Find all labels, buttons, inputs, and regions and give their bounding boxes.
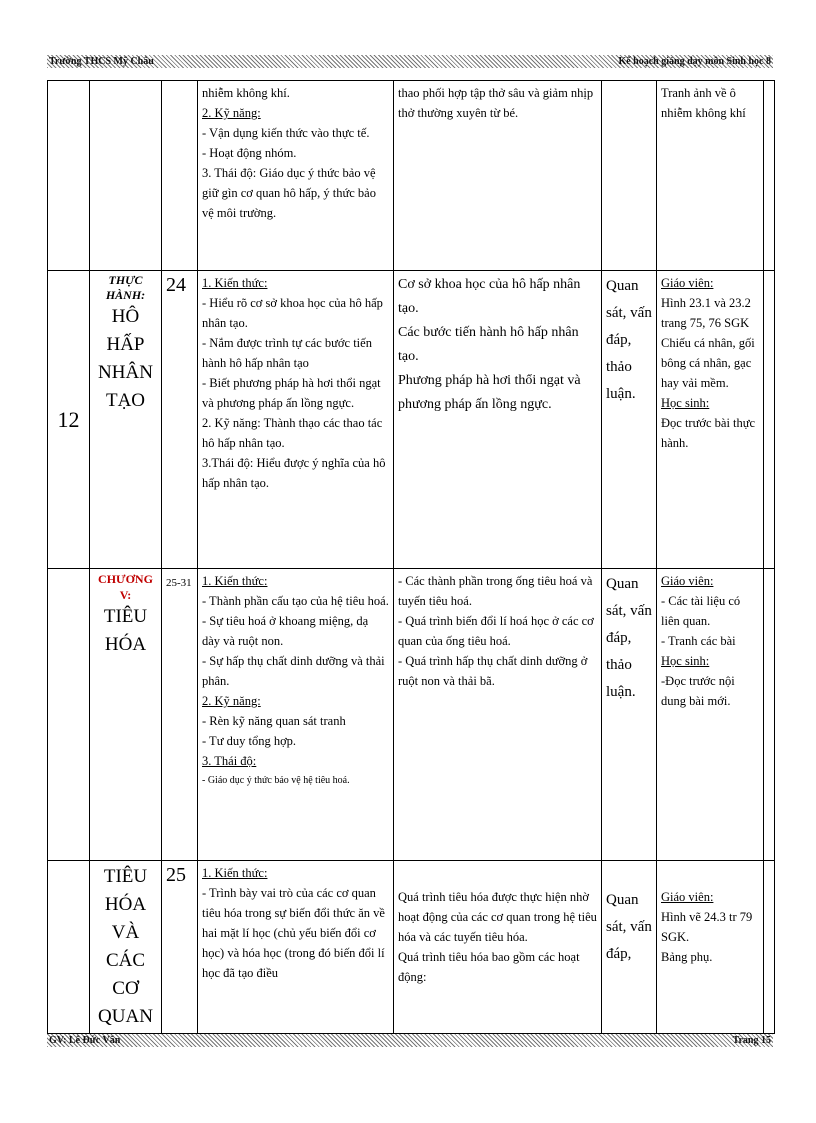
plan-title: Kế hoạch giảng dạy môn Sinh học 8 [618,56,771,67]
content-cell: thao phối hợp tập thở sâu và giảm nhịp thở thường xuyên từ bé. [394,81,602,271]
content-cell: - Các thành phần trong ống tiêu hoá và tuyến tiêu hoá. - Quá trình biến đổi lí hoá học ở các cơ quan của ống tiêu hoá. - Quá trình hấp thụ chất dinh dưỡng ở ruột non và thải bã. [394,569,602,861]
table-row [48,271,775,569]
chapter-title: CHƯƠNG V: TIÊU HÓA [90,569,162,861]
lesson-title: THỰC HÀNH: HÔ HẤP NHÂN TẠO [90,271,162,569]
prep-cell: Giáo viên: Hình vẽ 24.3 tr 79 SGK. Bảng phụ. [657,861,764,1034]
content-cell: Quá trình tiêu hóa được thực hiện nhờ hoạt động của các cơ quan trong hệ tiêu hóa và các tuyến tiêu hóa. Quá trình tiêu hóa bao gồm các hoạt động: [394,861,602,1034]
table-row [48,81,775,271]
table-row [48,569,775,861]
content-cell: Cơ sở khoa học của hô hấp nhân tạo. Các bước tiến hành hô hấp nhân tạo. Phương pháp hà hơi thổi ngạt và phương pháp ấn lồng ngực. [394,271,602,569]
school-name: Trường THCS Mỹ Châu [49,56,154,67]
page-header [47,55,773,68]
page-footer [47,1034,773,1047]
prep-cell: Giáo viên: - Các tài liệu có liên quan. - Tranh các bài Học sinh: -Đọc trước nội dung bài mới. [657,569,764,861]
period-number: 24 [162,271,198,569]
objectives-cell: 1. Kiến thức: - Trình bày vai trò của các cơ quan tiêu hóa trong sự biến đổi thức ăn về hai mặt lí học (chủ yếu biến đổi cơ học) và hóa học (trong đó biến đổi lí học đã tạo điều [198,861,394,1034]
prep-cell: Tranh ảnh về ô nhiễm không khí [657,81,764,271]
objectives-cell: 1. Kiến thức: - Hiểu rõ cơ sở khoa học của hô hấp nhân tạo. - Nắm được trình tự các bước tiến hành hô hấp nhân tạo - Biết phương pháp hà hơi thổi ngạt và phương pháp ấn lồng ngực. 2. Kỹ năng: Thành thạo các thao tác hô hấp nhân tạo. 3.Thái độ: Hiểu được ý nghĩa của hô hấp nhân tạo. [198,271,394,569]
table-row [48,861,775,1034]
objectives-cell: nhiễm không khí. 2. Kỹ năng: - Vận dụng kiến thức vào thực tế. - Hoạt động nhóm. 3. Thái độ: Giáo dục ý thức bảo vệ giữ gìn cơ quan hô hấp, ý thức bảo vệ môi trường. [198,81,394,271]
prep-cell: Giáo viên: Hình 23.1 và 23.2 trang 75, 76 SGK Chiếu cá nhân, gối bông cá nhân, gạc hay vải mềm. Học sinh: Đọc trước bài thực hành. [657,271,764,569]
objectives-cell: 1. Kiến thức: - Thành phần cấu tạo của hệ tiêu hoá. - Sự tiêu hoá ở khoang miệng, dạ dày và ruột non. - Sự hấp thụ chất dinh dưỡng và thải phân. 2. Kỹ năng: - Rèn kỹ năng quan sát tranh - Tư duy tổng hợp. 3. Thái độ: - Giáo dục ý thức bảo vệ hệ tiêu hoá. [198,569,394,861]
method-cell: Quan sát, vấn đáp, thảo luận. [602,569,657,861]
page-number: Trang 15 [732,1035,771,1046]
period-number: 25-31 [162,569,198,861]
lesson-title: TIÊU HÓA VÀ CÁC CƠ QUAN [90,861,162,1034]
lesson-plan-table [47,80,775,1034]
method-cell: Quan sát, vấn đáp, thảo luận. [602,271,657,569]
teacher-name: GV: Lê Đức Văn [49,1035,121,1046]
period-number: 25 [162,861,198,1034]
week-number: 12 [48,271,90,569]
method-cell: Quan sát, vấn đáp, [602,861,657,1034]
